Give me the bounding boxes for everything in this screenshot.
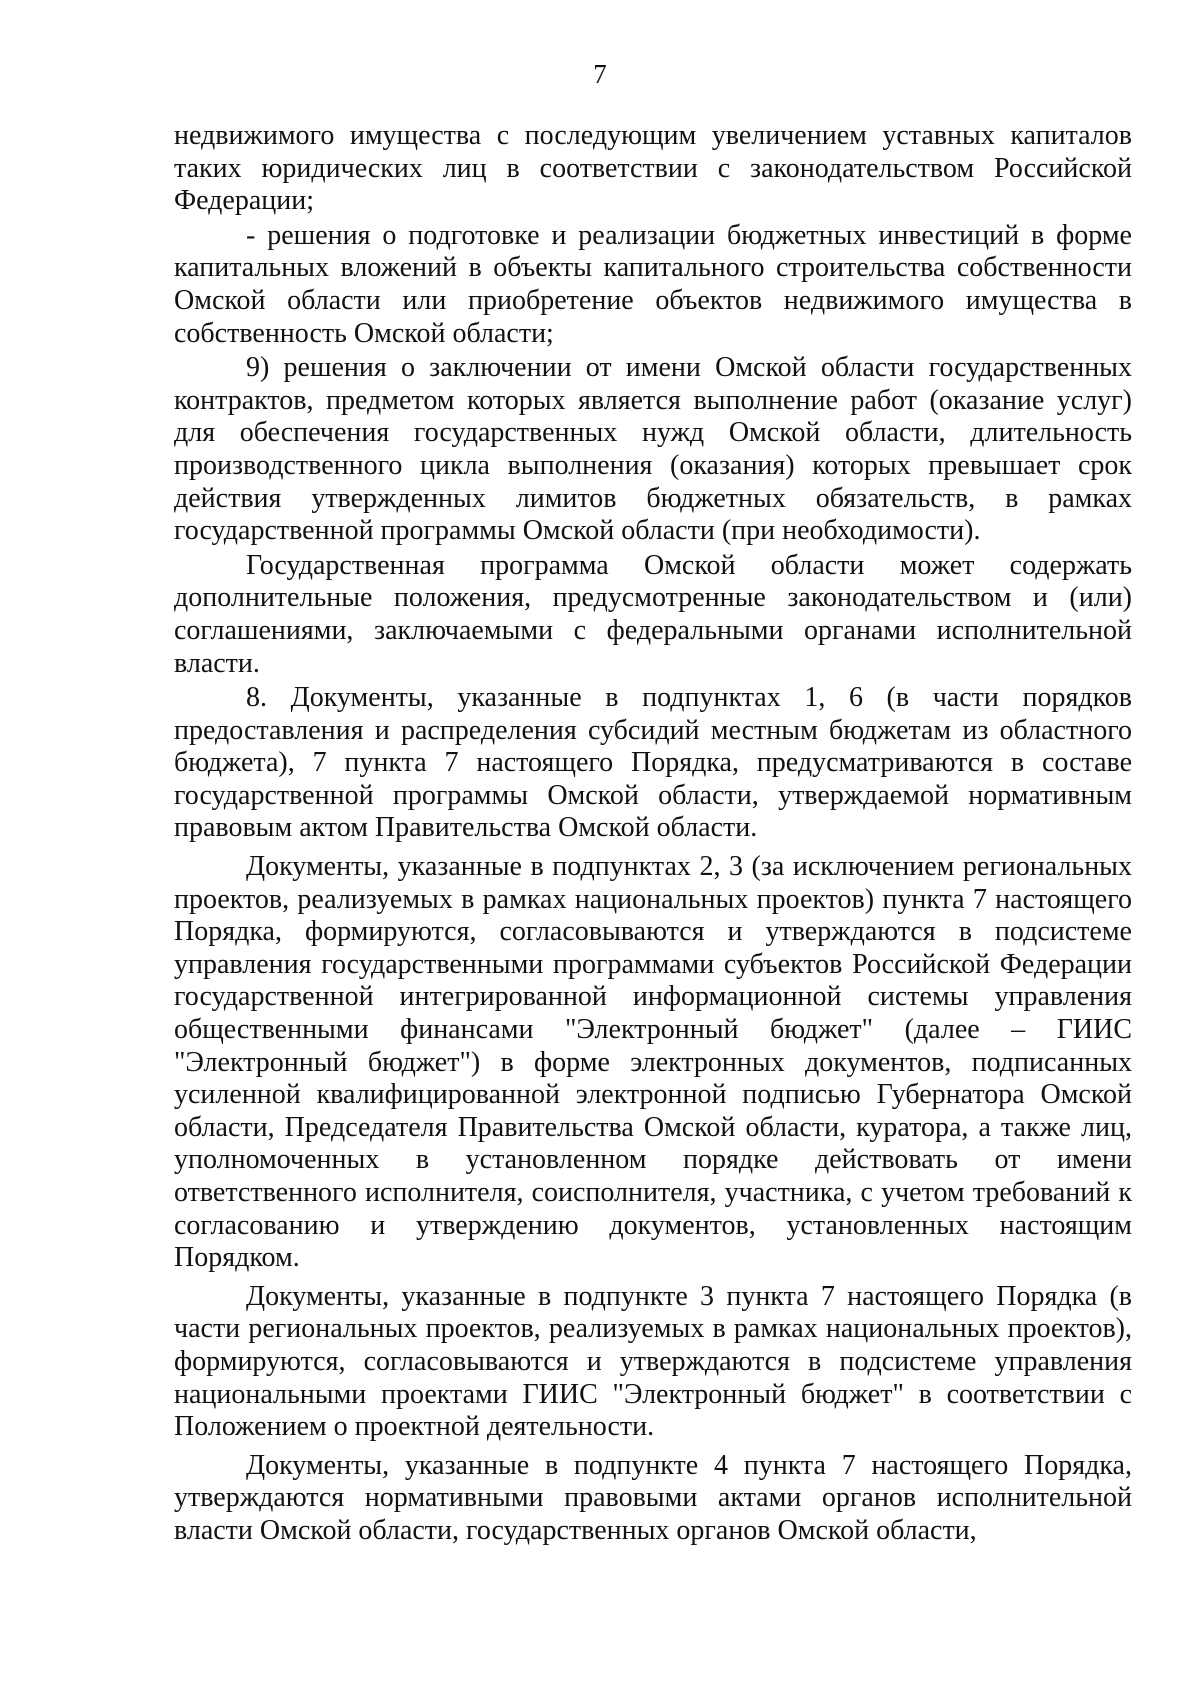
page-number: 7 <box>593 59 607 89</box>
paragraph-documents-subitem-4: Документы, указанные в подпункте 4 пункта 7 настоящего Порядка, утверждаются нормативными правовыми актами органов исполнительной власти Омской области, государственных органов Омской области, <box>174 1449 1132 1546</box>
paragraph-item-9: 9) решения о заключении от имени Омской области государственных контрактов, предметом которых является выполнение работ (оказание услуг) для обеспечения государственных нужд Омской области, длительность производственного цикла выполнения (оказания) которых превышает срок действия утвержденных лимитов бюджетных обязательств, в рамках государственной программы Омской области (при необходимости). <box>174 352 1132 547</box>
paragraph-documents-giis: Документы, указанные в подпунктах 2, 3 (за исключением региональных проектов, реализуемых в рамках национальных проектов) пункта 7 настоящего Порядка, формируются, согласовываются и утверждаются в подсистеме управления государственными программами субъектов Российской Федерации государственной интегрированной информационной системы управления общественными финансами "Электронный бюджет" (далее – ГИИС "Электронный бюджет") в форме электронных документов, подписанных усиленной квалифицированной электронной подписью Губернатора Омской области, Председателя Правительства Омской области, куратора, а также лиц, уполномоченных в установленном порядке действовать от имени ответственного исполнителя, соисполнителя, участника, с учетом требований к согласованию и утверждению документов, установленных настоящим Порядком. <box>174 851 1132 1274</box>
paragraph-additional-provisions: Государственная программа Омской области может содержать дополнительные положения, предусмотренные законодательством и (или) соглашениями, заключаемыми с федеральными органами исполнительной власти. <box>174 549 1132 679</box>
document-body <box>174 120 1132 1550</box>
paragraph-budget-investments: - решения о подготовке и реализации бюджетных инвестиций в форме капитальных вложений в объекты капитального строительства собственности Омской области или приобретение объектов недвижимого имущества в собственность Омской области; <box>174 219 1132 349</box>
paragraph-documents-national-projects: Документы, указанные в подпункте 3 пункта 7 настоящего Порядка (в части региональных проектов, реализуемых в рамках национальных проектов), формируются, согласовываются и утверждаются в подсистеме управления национальными проектами ГИИС "Электронный бюджет" в соответствии с Положением о проектной деятельности. <box>174 1280 1132 1443</box>
paragraph-continuation: недвижимого имущества с последующим увеличением уставных капиталов таких юридических лиц в соответствии с законодательством Российской Федерации; <box>174 120 1132 217</box>
paragraph-item-8: 8. Документы, указанные в подпунктах 1, 6 (в части порядков предоставления и распределения субсидий местным бюджетам из областного бюджета), 7 пункта 7 настоящего Порядка, предусматриваются в составе государственной программы Омской области, утверждаемой нормативным правовым актом Правительства Омской области. <box>174 682 1132 844</box>
